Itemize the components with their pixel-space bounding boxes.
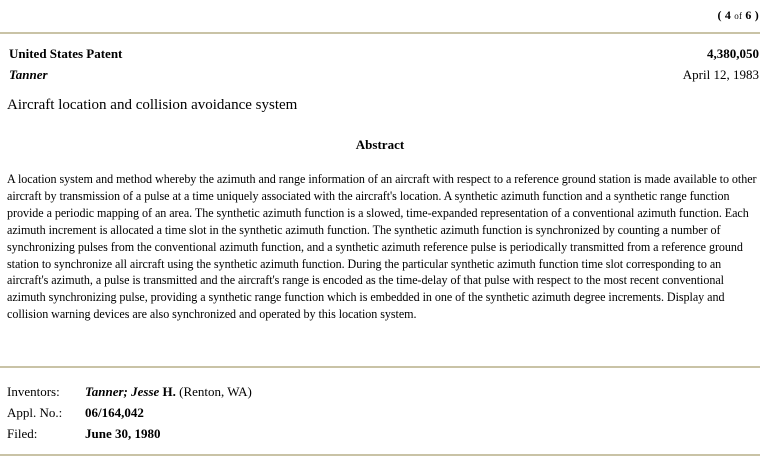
patent-header-left <box>9 43 122 85</box>
appl-value: 06/164,042 <box>85 404 144 420</box>
filed-label: Filed: <box>7 425 38 441</box>
abstract-text: A location system and method whereby the azimuth and range information of an aircraft with respect to a reference ground station is made available to other aircraft by transmission of a pulse at a time uniquely associated with the aircraft's location. A synthetic azimuth function and a synthetic range function provide a periodic mapping of an area. The synthetic azimuth function is a slowed, time-expanded representation of a conventional azimuth function. Each azimuth increment is allocated a time slot in the synthetic azimuth function. The synthetic azimuth function is synchronized by counting a number of synchronizing pulses from the conventional azimuth function, and a synthetic azimuth reference pulse is periodically transmitted from a reference ground station to synchronize all aircraft using the synthetic azimuth function. During the particular synthetic azimuth function time slot corresponding to an aircraft's azimuth, a pulse is transmitted and the aircraft's range is encoded as the time-delay of that pulse with respect to the most recent conventional azimuth synchronizing pulse, providing a synthetic range function which is embedded in one of the synthetic azimuth degree increments. Display and collision warning devices are also synchronized and operated by this location system. <box>7 172 757 322</box>
abstract-heading: Abstract <box>355 137 405 152</box>
patent-number: 4,380,050 <box>707 46 759 61</box>
page-total: 6 <box>745 8 752 22</box>
patent-date: April 12, 1983 <box>682 67 759 82</box>
patent-inventor-short: Tanner <box>9 67 48 82</box>
filed-value: June 30, 1980 <box>85 425 161 441</box>
inventors-row <box>7 381 252 402</box>
inventor-location: (Renton, WA) <box>179 383 252 399</box>
divider-middle <box>0 366 760 368</box>
inventors-label: Inventors: <box>7 383 60 399</box>
appl-row <box>7 402 252 423</box>
inventors-value <box>85 381 252 402</box>
patent-title: Aircraft location and collision avoidance system <box>7 97 298 113</box>
inventor-initial: H. <box>162 383 176 399</box>
inventor-name: Tanner; Jesse <box>85 383 160 399</box>
page-current: 4 <box>724 8 732 22</box>
patent-office: United States Patent <box>9 46 123 61</box>
patent-header-right <box>683 43 759 85</box>
appl-label: Appl. No.: <box>7 404 63 420</box>
page-indicator: ( 4 of 6 ) <box>717 8 759 22</box>
patent-metadata <box>7 381 252 444</box>
divider-bottom <box>0 454 760 456</box>
divider-top <box>0 32 760 34</box>
page-of-label: of <box>734 11 743 21</box>
filed-row <box>7 423 252 444</box>
